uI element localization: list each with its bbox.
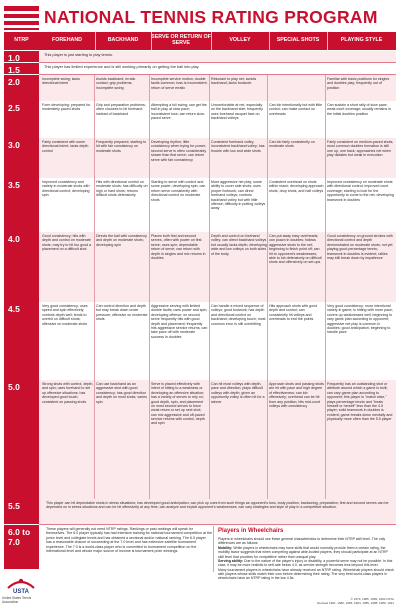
- mobility-text: While players in wheelchairs may have skills that would normally provide them a certain rating, the mobility factor suggests that when competing against able-bodied players, they should participate at an NTRP skill level that provides for competitive rather than unequal play.: [218, 545, 388, 559]
- rating-3-5: 3.5: [4, 178, 39, 232]
- header-serve: SERVE OR RETURN OF SERVE: [151, 34, 211, 46]
- svg-text:USTA: USTA: [13, 589, 29, 594]
- serving-text: Due to the nature of the player's injury or disability, a powerful serve may not be possible. In this case, it may be more realistic to self-rate below 4.0, as service strength becomes less beyond this level.: [218, 558, 393, 568]
- row-4-0-style: Good consistency on ground strokes with directional control and depth demonstrated on moderate shots; not yet playing good percentage tennis; teamwork in doubles is evident; rallies may still break down by impatience: [327, 234, 393, 260]
- row-5-0-serve: Serve is placed effectively with intent of hitting to a weakness or developing an offensive situation; has a variety of serves to rely on; good depth, spin, and placement on most second serves to force weak return or set up next shot; can mix aggressive and off-paced service returns with control, depth and spin: [151, 382, 205, 426]
- rating-6-0-to-7-0: 6.0 to 7.0: [4, 525, 39, 569]
- row-2-5-volley: Uncomfortable at net, especially on the backhand side; frequently uses forehand racquet face on backhand volleys: [211, 103, 263, 121]
- row-3-5-special: Consistent overhead on shots within reach; developing approach shots, drop shots, and half volleys: [269, 180, 324, 193]
- wheelchair-title: Players in Wheelchairs: [218, 528, 284, 534]
- rating-4-0: 4.0: [4, 232, 39, 302]
- row-5-0-special: Approach shots and passing shots are hit with pace and high degree of effectiveness; can lob offensively; overhead can be hit from any position; hits mid-court volleys with consistency: [269, 382, 324, 408]
- row-4-5-forehand: Very good consistency; uses speed and spin effectively; controls depth well; tends to overhit on difficult shots; offensive on moderate shots: [42, 304, 88, 326]
- row-2-0-backhand: Avoids backhand; erratic contact; grip problems; incomplete swing: [96, 77, 136, 90]
- header-backhand: BACKHAND: [107, 37, 139, 44]
- row-3-0-style: Fairly consistent on medium-paced shots; most common doubles formation is still one up, one back; approaches net when play dictates but weak in execution: [327, 140, 394, 158]
- row-6-0-text: These players will generally not need NTRP ratings. Rankings or past rankings will speak for themselves. The 6.0 player typically has had intensive training for national tournament competition at the junior level and collegiate levels and has obtained a sectional and/or national ranking. The 6.5 player has a reasonable chance of succeeding at the 7.0 level and has extensive satellite tournament experience. The 7.0 is a world-class player who is committed to tournament competition on the international level and whose major source of income is tournament prize winnings.: [46, 527, 212, 554]
- wheelchair-closing: Many tournament players in wheelchairs have already received an NTRP rating. Wheelchair players should check with players whose skills match their own before determining their rating. The very best world-class players in wheelchairs have an NTRP rating in the low 4.5s.: [218, 567, 394, 581]
- row-3-0-volley: Consistent forehand volley; inconsistent backhand volley; has trouble with low and wide shots: [211, 140, 265, 153]
- row-2-5-special: Can lob intentionally but with little control; can make contact on overheads: [269, 103, 323, 116]
- row-3-5-volley: More aggressive net play; some ability to cover side shots; uses proper footwork; can direct forehand volleys; controls backhand volley but with little offense; difficulty in putting volleys away: [211, 180, 266, 211]
- row-3-0-forehand: Fairly consistent with some directional intent; lacks depth control: [42, 140, 89, 153]
- rating-2-5: 2.5: [4, 101, 39, 138]
- rating-1-0: 1.0: [4, 51, 39, 62]
- rating-1-5: 1.5: [4, 63, 39, 74]
- row-5-0-volley: Can hit most volleys with depth, pace and direction; plays difficult volleys with depth; given an opportunity volley is often hit for a winner: [211, 382, 265, 404]
- usta-logo-icon: [6, 574, 36, 594]
- header-forehand: FOREHAND: [51, 37, 82, 44]
- copyright-line-2: Revised 1981, 1982, 1983, 1984, 1985, 1988, 1989, 1991: [317, 600, 394, 605]
- row-4-5-serve: Aggressive serving with limited double faults; uses power and spin; developing offense; on second serve frequently hits with good depth and placement; frequently hits aggressive service returns; can take pace off with moderate success in doubles: [151, 304, 208, 339]
- row-3-0-serve: Developing rhythm; little consistency when trying for power; second serve is often considerably slower than first serve; can return serve with fair consistency: [151, 140, 207, 162]
- copyright: [317, 598, 394, 606]
- row-4-5-volley: Can handle a mixed sequence of volleys; good footwork; has depth and directional control on backhand; developing touch; most common error is still overhitting: [211, 304, 266, 326]
- header-volley: VOLLEY: [229, 37, 251, 44]
- row-5-0-style: Frequently has an outstanding shot or attribute around which a game is built; can vary game plan according to opponent; this player is "match wise," plays percentage tennis and "beats himself or herself" less than the 4.5 player; solid teamwork in doubles is evident; game breaks down mentally and physically more often than the 5.5 player: [327, 382, 393, 421]
- row-2-0-style: Familiar with basic positions for singles and doubles play; frequently out of position: [327, 77, 390, 90]
- row-2-5-style: Can sustain a short rally of slow pace; weak court coverage; usually remains in the initial doubles position: [327, 103, 391, 116]
- row-1-5-text: This player has limited experience and is still working primarily on getting the ball into play.: [44, 64, 200, 69]
- row-5-5-text: This player can hit dependable shots in stress situations; has developed good anticipation; can pick up cues from such things as opponent's toss, body position, backswing, preparation; first and second serves can be depended on in stress situations and can be hit offensively at any time; can analyze and exploit opponent's weaknesses; can vary strategies and style of play in a competitive situation.: [46, 501, 389, 510]
- row-3-5-backhand: Hits with directional control on moderate shots; has difficulty on high or hard shots; returns difficult shots defensively: [96, 180, 148, 198]
- wheelchair-text: [218, 537, 394, 581]
- row-3-5-forehand: Improved consistency and variety in moderate shots with directional control; developing spin: [42, 180, 90, 198]
- row-4-0-serve: Places both first and second serves, often with power on first serve; uses spin; dependable return of serve; can return with depth in singles and mix returns in doubles: [151, 234, 206, 260]
- logo-caption: United States Tennis Association: [2, 596, 32, 604]
- rating-5-0: 5.0: [4, 380, 39, 499]
- row-5-0-backhand: Can use backhand as an aggressive shot with good consistency; has good direction and depth on most shots; varies spin: [96, 382, 147, 404]
- row-2-0-forehand: Incomplete swing; lacks directional intent: [42, 77, 80, 86]
- row-2-5-forehand: Form developing; prepared for moderately paced shots: [42, 103, 91, 112]
- mobility-label: Mobility:: [218, 545, 233, 550]
- row-3-0-backhand: Frequently prepared; starting to hit with fair consistency on moderate shots: [96, 140, 147, 153]
- row-4-0-forehand: Good consistency; hits with depth and control on moderate shots; may try to hit too good a placement on a difficult shot: [42, 234, 92, 252]
- header-ntrp: NTRP: [14, 37, 29, 44]
- rating-4-5: 4.5: [4, 302, 39, 380]
- row-2-0-serve: Incomplete service motion; double faults common; toss is inconsistent; return of serve erratic: [151, 77, 208, 90]
- row-4-5-backhand: Can control direction and depth but may break down under pressure; offensive on moderate shots: [96, 304, 148, 322]
- table-header: [4, 32, 396, 50]
- rating-2-0: 2.0: [4, 75, 39, 101]
- row-4-0-special: Can put away easy overheads; can poach in doubles; follows aggressive shots to the net; beginning to finish point off; can hit to opponent's weaknesses; able to lob defensively on difficult shots and offensively on set-ups: [269, 234, 322, 265]
- wheelchair-intro: Players in wheelchairs should use these general characteristics to determine their NTRP skill level. The only differences are as follows:: [218, 537, 386, 546]
- row-4-0-backhand: Directs the ball with consistency and depth on moderate shots; developing spin: [96, 234, 147, 247]
- serving-label: Serving ability:: [218, 558, 244, 563]
- row-3-0-special: Can lob fairly consistently on moderate shots: [269, 140, 315, 149]
- row-4-5-special: Hits approach shots with good depth and control; can consistently hit volleys and overheads to end the points: [269, 304, 318, 322]
- row-1-0-text: This player is just starting to play tennis.: [44, 52, 113, 57]
- copyright-line-1: © 1979, 1985, 1989, 1990 USTA: [350, 597, 394, 601]
- title-bar: [4, 6, 396, 30]
- row-3-5-style: Improved consistency on moderate shots with directional control; improved court coverage; starting to look for the opportunity to come to the net; developing teamwork in doubles: [327, 180, 394, 202]
- header-playing-style: PLAYING STYLE: [340, 37, 383, 44]
- row-2-5-serve: Attempting a full swing; can get the ball in play at slow pace; inconsistent toss; can return slow-paced serve: [151, 103, 207, 121]
- row-4-0-volley: Depth and control on forehand volley; can direct backhand volleys but usually lacks depth; developing wide and low volleys on both sides of the body: [211, 234, 267, 256]
- row-2-5-backhand: Grip and preparation problems; often chooses to hit forehand instead of backhand: [96, 103, 146, 116]
- row-3-5-serve: Starting to serve with control and some power; developing spin; can return serve consistently with directional control on moderate shots: [151, 180, 206, 202]
- rating-5-5: 5.5: [4, 499, 39, 524]
- row-2-0-volley: Reluctant to play net; avoids backhand; lacks footwork: [211, 77, 257, 86]
- page-title: NATIONAL TENNIS RATING PROGRAM: [44, 7, 378, 27]
- row-2-0-special: [269, 77, 324, 100]
- header-special-shots: SPECIAL SHOTS: [276, 37, 320, 44]
- flag-stripe-icon: [4, 6, 39, 30]
- row-4-5-style: Very good consistency; more intentional variety in game; is hitting with more pace; covers up weaknesses well; beginning to vary game plan according to opponent; aggressive net play is common in doubles; good anticipation; beginning to handle pace: [327, 304, 393, 335]
- rating-3-0: 3.0: [4, 138, 39, 178]
- row-5-0-forehand: Strong shots with control, depth, and spin; uses forehand to set up offensive situations; has developed good touch; consistent on passing shots: [42, 382, 94, 404]
